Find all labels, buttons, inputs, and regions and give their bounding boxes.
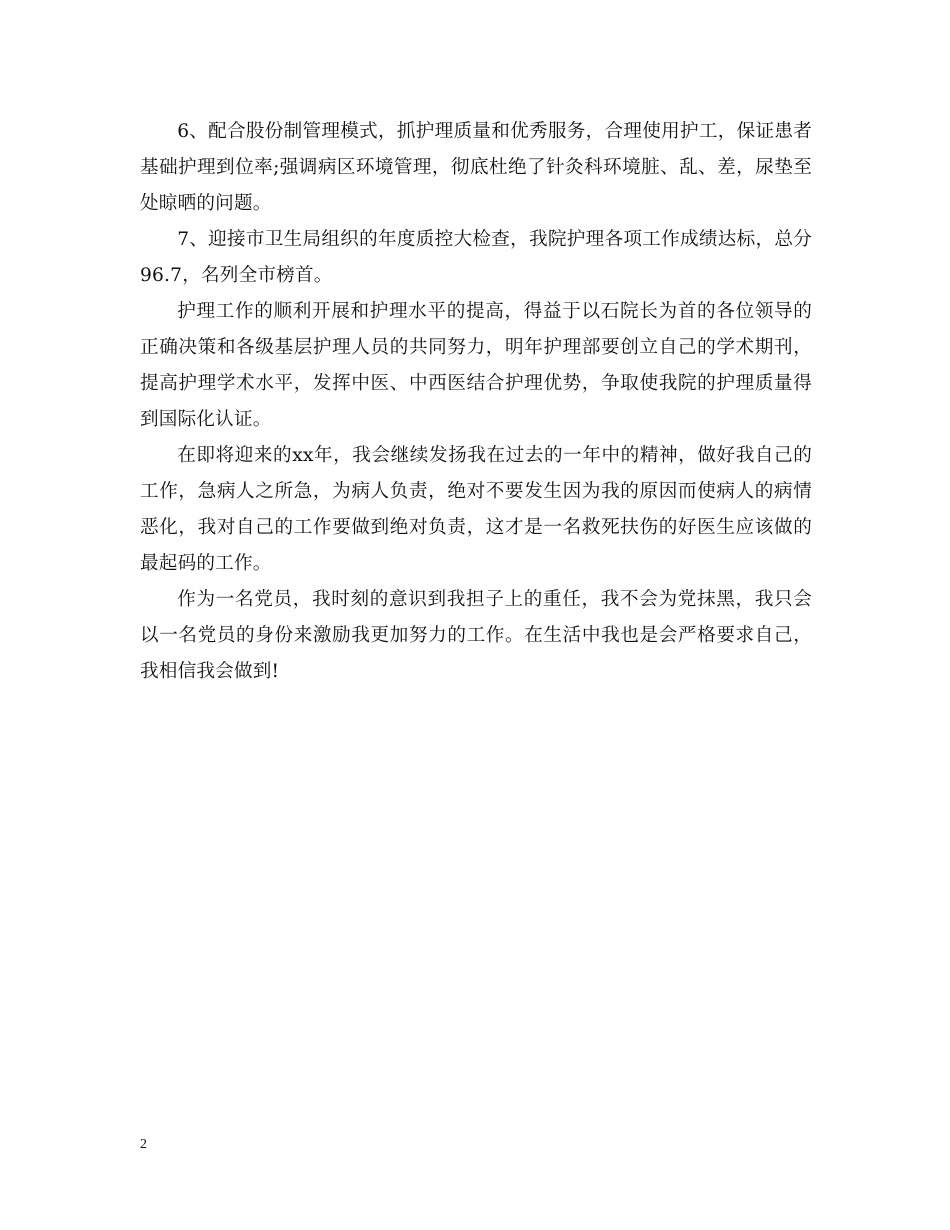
page-number: 2 xyxy=(140,1137,147,1152)
paragraph-nursing-progress: 护理工作的顺利开展和护理水平的提高，得益于以石院长为首的各位领导的正确决策和各级基层护理人员的共同努力，明年护理部要创立自己的学术期刊，提高护理学术水平，发挥中医、中西医结合护理优势，争取使我院的护理质量得到国际化认证。 xyxy=(140,301,812,430)
paragraph-coming-year: 在即将迎来的xx年，我会继续发扬我在过去的一年中的精神，做好我自己的工作，急病人之所急，为病人负责，绝对不要发生因为我的原因而使病人的病情恶化，我对自己的工作要做到绝对负责，这才是一名救死扶伤的好医生应该做的最起码的工作。 xyxy=(140,445,812,574)
paragraph-item-6: 6、配合股份制管理模式，抓护理质量和优秀服务，合理使用护工，保证患者基础护理到位率;强调病区环境管理，彻底杜绝了针灸科环境脏、乱、差，尿垫至处晾晒的问题。 xyxy=(140,121,812,214)
paragraph-party-member: 作为一名党员，我时刻的意识到我担子上的重任，我不会为党抹黑，我只会以一名党员的身份来激励我更加努力的工作。在生活中我也是会严格要求自己，我相信我会做到! xyxy=(140,589,812,682)
document-body xyxy=(140,114,812,690)
paragraph-item-7: 7、迎接市卫生局组织的年度质控大检查，我院护理各项工作成绩达标，总分96.7，名列全市榜首。 xyxy=(140,229,812,286)
